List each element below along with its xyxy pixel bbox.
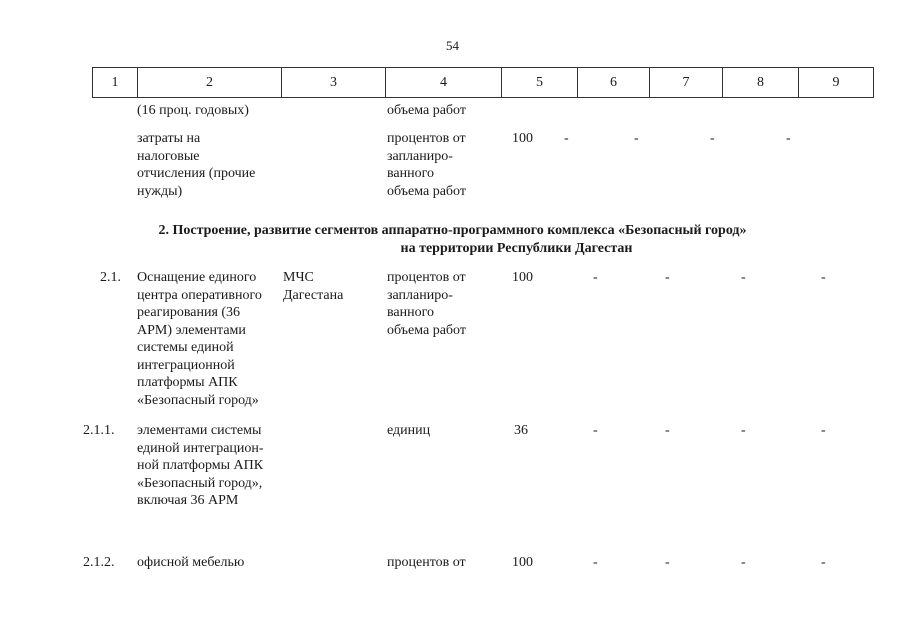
dash-cell: -: [593, 423, 598, 438]
column-header-cell: 7: [650, 68, 723, 98]
column-header-row: [93, 68, 874, 98]
dash-cell: -: [665, 270, 670, 285]
dash-cell: -: [665, 555, 670, 570]
dash-cell: -: [665, 423, 670, 438]
dash-cell: -: [786, 131, 791, 146]
column-header-cell: 9: [799, 68, 874, 98]
row-name-block: [137, 422, 264, 510]
row-unit-line: процентов от: [387, 270, 466, 285]
row-value: 36: [514, 423, 528, 438]
dash-cell: -: [741, 555, 746, 570]
continuation-unit-line: запланиро-: [387, 148, 453, 164]
row-name-line: включая 36 АРМ: [137, 493, 239, 508]
continuation-unit-line: ванного: [387, 166, 435, 181]
continuation-name-line: затраты на: [137, 131, 201, 146]
row-name-line: платформы АПК: [137, 375, 238, 390]
row-name-line: интеграционной: [137, 357, 235, 373]
row-name-line: ной платформы АПК: [137, 458, 264, 473]
row-name-line: единой интеграцион-: [137, 440, 264, 456]
continuation-name-line: налоговые: [137, 148, 200, 164]
row-executor-line: МЧС: [283, 270, 314, 285]
dash-cell: -: [821, 270, 826, 285]
continuation-unit-line: объема работ: [387, 183, 466, 199]
row-unit-block: [387, 269, 466, 339]
section-title-line2: на территории Республики Дагестан: [400, 241, 633, 256]
dash-cell: -: [593, 555, 598, 570]
dash-cell: -: [710, 131, 715, 146]
row-number: 2.1.1.: [83, 423, 115, 438]
row-name: офисной мебелью: [137, 555, 245, 570]
row-number: 2.1.: [100, 270, 121, 285]
dash-cell: -: [593, 270, 598, 285]
dash-cell: -: [634, 131, 639, 146]
continuation-name-block: [137, 130, 255, 200]
row-name-line: «Безопасный город»: [137, 392, 259, 408]
row-name-line: АРМ) элементами: [137, 322, 246, 338]
row-name-line: центра оперативного: [137, 287, 262, 303]
row-name-line: системы единой: [137, 340, 234, 355]
continuation-unit-line: процентов от: [387, 131, 466, 146]
dash-cell: -: [741, 270, 746, 285]
row-value: 100: [512, 270, 533, 285]
continuation-name-line: нужды): [137, 183, 183, 199]
row-unit: процентов от: [387, 555, 466, 570]
section-title-line1: 2. Построение, развитие сегментов аппаратно-программного комплекса «Безопасный город»: [158, 223, 747, 238]
row-executor-block: [283, 269, 343, 304]
row-unit-line: ванного: [387, 305, 435, 320]
column-header-cell: 5: [502, 68, 578, 98]
row-name-line: элементами системы: [137, 423, 262, 438]
dash-cell: -: [564, 131, 569, 146]
column-header-table: [92, 67, 874, 98]
page-number: 54: [446, 38, 459, 53]
dash-cell: -: [741, 423, 746, 438]
row-name-line: реагирования (36: [137, 305, 241, 320]
dash-cell: -: [821, 555, 826, 570]
row-name-line: Оснащение единого: [137, 270, 257, 285]
column-header-cell: 3: [282, 68, 386, 98]
continuation-value: 100: [512, 131, 533, 146]
column-header-cell: 6: [578, 68, 650, 98]
column-header-cell: 4: [386, 68, 502, 98]
section-title: [0, 222, 905, 258]
column-header-cell: 8: [723, 68, 799, 98]
row-unit-line: запланиро-: [387, 287, 453, 303]
row-number: 2.1.2.: [83, 555, 115, 570]
column-header-cell: 2: [138, 68, 282, 98]
row-executor-line: Дагестана: [283, 287, 344, 303]
row-name-block: [137, 269, 262, 409]
continuation-unit-block: [387, 130, 466, 200]
continuation-unit: объема работ: [387, 103, 466, 118]
continuation-name-line: отчисления (прочие: [137, 166, 256, 181]
row-unit-line: объема работ: [387, 322, 466, 338]
row-value: 100: [512, 555, 533, 570]
column-header-cell: 1: [93, 68, 138, 98]
row-name-line: «Безопасный город»,: [137, 475, 263, 491]
row-unit: единиц: [387, 423, 431, 438]
dash-cell: -: [821, 423, 826, 438]
continuation-name: (16 проц. годовых): [137, 103, 249, 118]
